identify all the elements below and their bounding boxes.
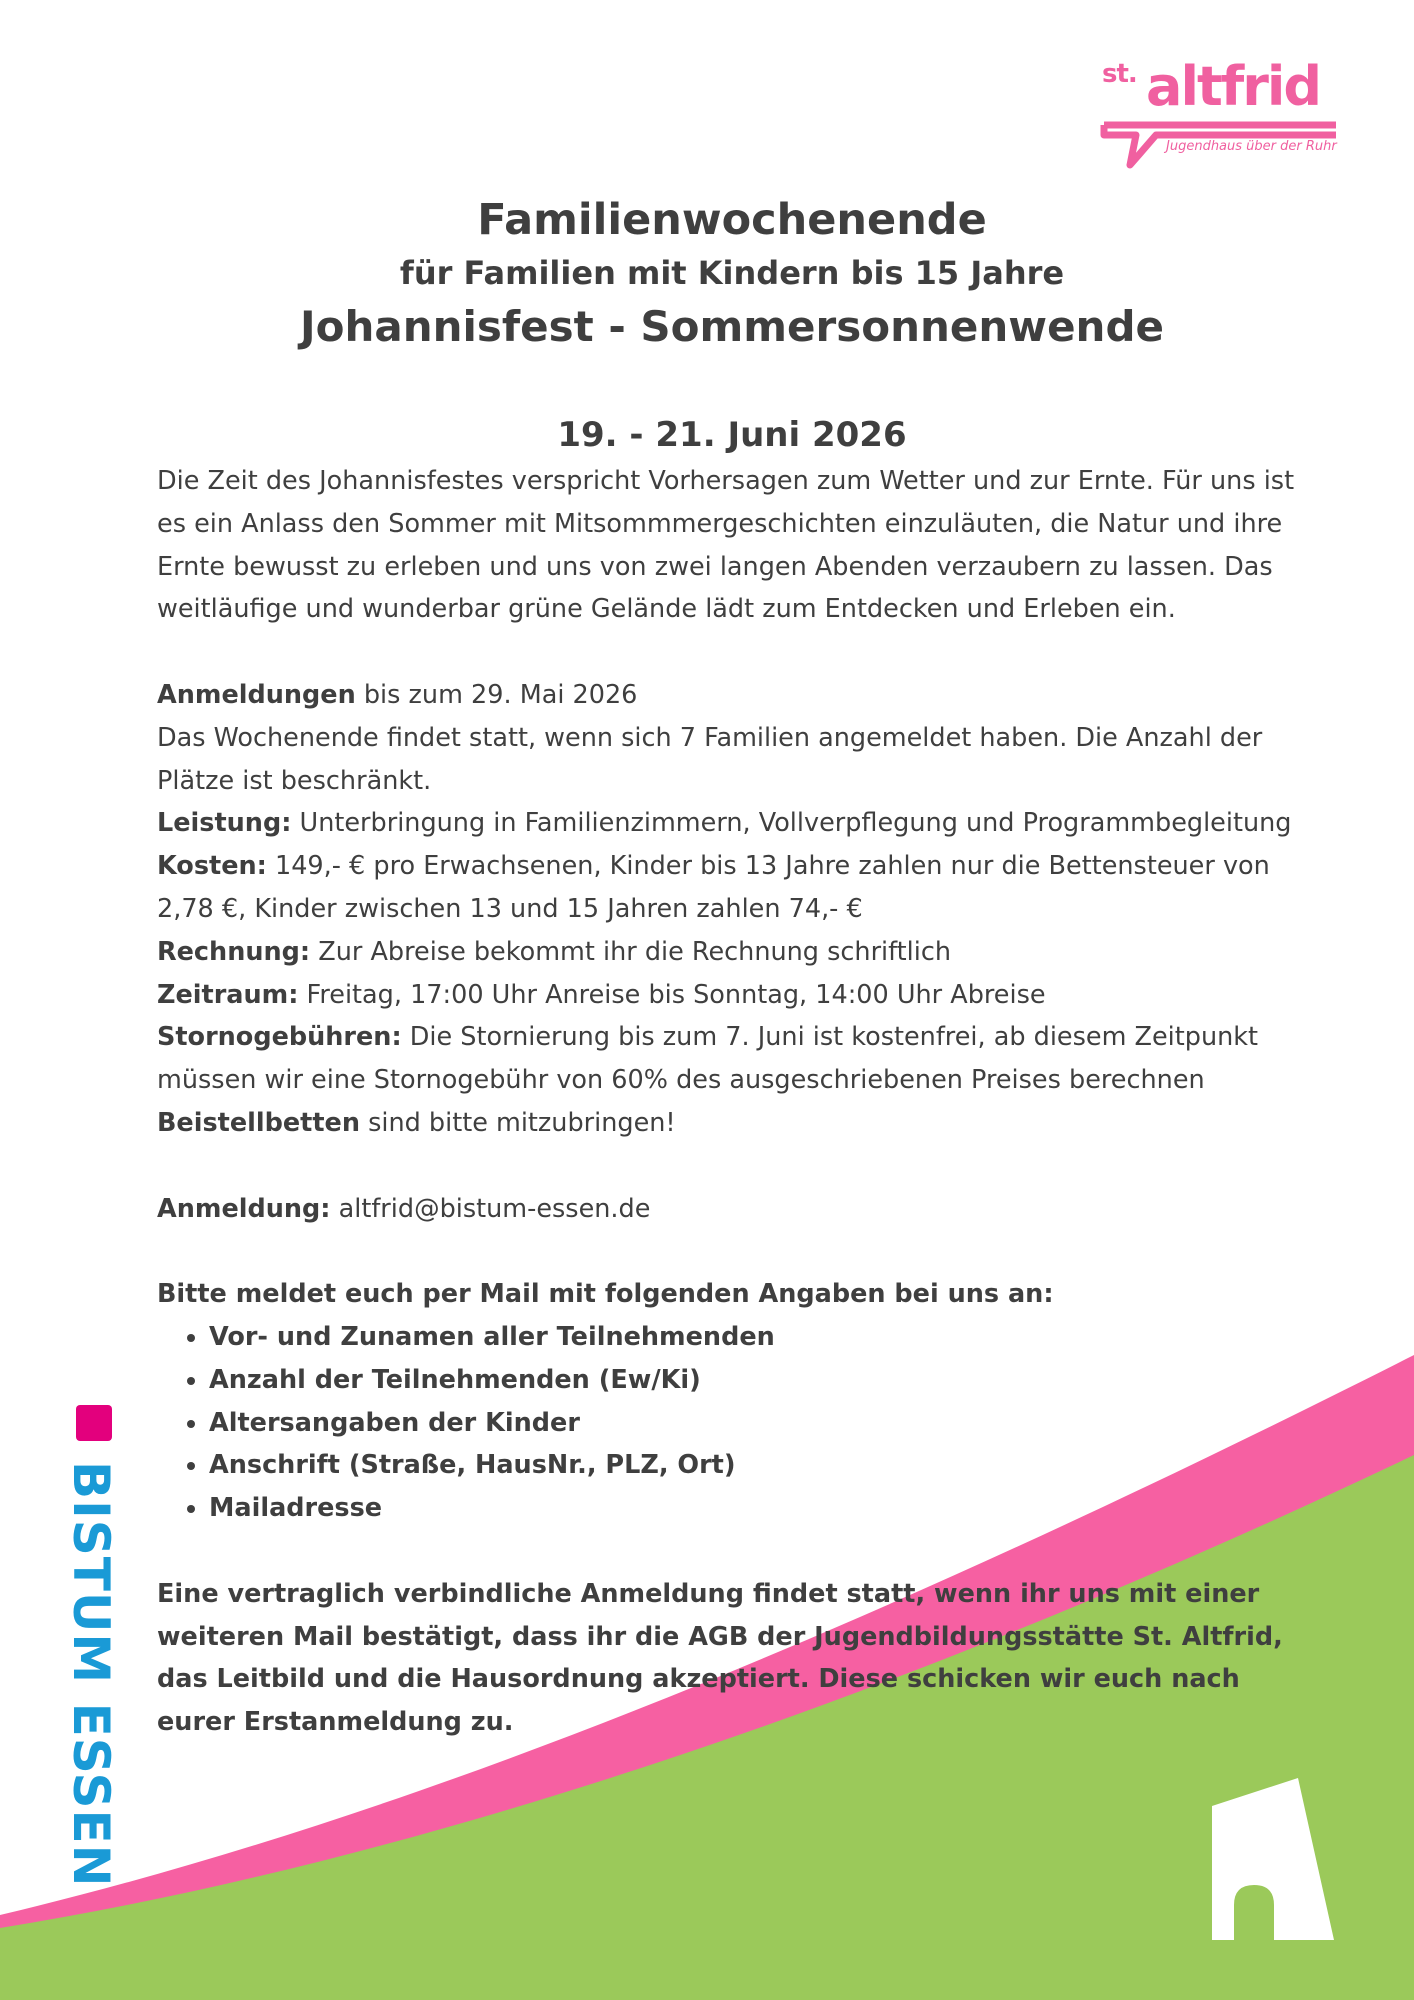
detail-label: Rechnung: bbox=[157, 936, 311, 967]
list-item: • Altersangaben der Kinder bbox=[209, 1402, 1307, 1445]
detail-label: Stornogebühren: bbox=[157, 1022, 402, 1053]
detail-text: Die Stornierung bis zum 7. Juni ist kostenfrei, ab diesem Zeitpunkt müssen wir eine Stornogebühr von 60% des ausgeschriebenen Preises berechnen bbox=[157, 1022, 1259, 1096]
detail-kosten bbox=[157, 845, 1307, 931]
list-item: • Anzahl der Teilnehmenden (Ew/Ki) bbox=[209, 1359, 1307, 1402]
brand-square-icon bbox=[76, 1405, 112, 1441]
registration-deadline bbox=[157, 674, 1307, 717]
detail-text: Freitag, 17:00 Uhr Anreise bis Sonntag, 14:00 Uhr Abreise bbox=[306, 979, 1046, 1010]
contact-email-link[interactable]: altfrid@bistum-essen.de bbox=[338, 1193, 651, 1224]
request-intro: Bitte meldet euch per Mail mit folgenden Angaben bei uns an: bbox=[157, 1279, 1054, 1310]
logo-name: altfrid bbox=[1146, 55, 1321, 118]
bistum-essen-brand bbox=[62, 1405, 120, 1888]
event-title: Johannisfest - Sommersonnenwende bbox=[299, 302, 1165, 351]
closing-text: Eine vertraglich verbindliche Anmeldung findet statt, wenn ihr uns mit einer weiteren Mail bestätigt, dass ihr die AGB der Jugendbildungsstätte St. Altfrid, das Leitbild und die Hausordnung akzeptiert. Diese schicken wir euch nach eurer Erstanmeldung zu. bbox=[157, 1578, 1283, 1738]
detail-leistung bbox=[157, 802, 1307, 845]
brand-wordmark: BISTUM ESSEN bbox=[62, 1461, 120, 1888]
detail-label: Kosten: bbox=[157, 851, 267, 882]
audience-subtitle: für Familien mit Kindern bis 15 Jahre bbox=[399, 254, 1065, 292]
list-item: • Vor- und Zunamen aller Teilnehmenden bbox=[209, 1316, 1307, 1359]
beds-text: sind bitte mitzubringen! bbox=[368, 1107, 676, 1138]
detail-label: Leistung: bbox=[157, 808, 292, 839]
event-date: 19. - 21. Juni 2026 bbox=[557, 415, 907, 455]
logo-tagline: Jugendhaus über der Ruhr bbox=[1166, 139, 1337, 154]
list-item: • Mailadresse bbox=[209, 1487, 1307, 1530]
detail-label: Zeitraum: bbox=[157, 979, 299, 1010]
contact-label: Anmeldung: bbox=[157, 1193, 331, 1224]
detail-text: 149,- € pro Erwachsenen, Kinder bis 13 Jahre zahlen nur die Bettensteuer von 2,78 €, Kinder zwischen 13 und 15 Jahren zahlen 74,- € bbox=[157, 851, 1270, 924]
intro-text: Die Zeit des Johannisfestes verspricht Vorhersagen zum Wetter und zur Ernte. Für uns ist es ein Anlass den Sommer mit Mitsommmergeschichten einzuläuten, die Natur und ihre Ernte bewusst zu erleben und uns von zwei langen Abenden verzaubern zu lassen. Das weitläufige und wunderbar grüne Gelände lädt zum Entdecken und Erleben ein. bbox=[157, 466, 1295, 625]
list-item: • Anschrift (Straße, HausNr., PLZ, Ort) bbox=[209, 1444, 1307, 1487]
logo-prefix: st. bbox=[1102, 59, 1137, 89]
flyer-content bbox=[157, 190, 1307, 1744]
request-list bbox=[157, 1316, 1307, 1530]
detail-stornogebuehren bbox=[157, 1016, 1307, 1102]
page-title: Familienwochenende bbox=[477, 195, 987, 245]
detail-zeitraum bbox=[157, 974, 1307, 1017]
registration-deadline-text: bis zum 29. Mai 2026 bbox=[363, 679, 638, 710]
registration-label: Anmeldungen bbox=[157, 679, 356, 710]
beds-label: Beistellbetten bbox=[157, 1107, 360, 1138]
registration-note: Das Wochenende findet statt, wenn sich 7 Familien angemeldet haben. Die Anzahl der Plätze ist beschränkt. bbox=[157, 722, 1263, 796]
beds-note bbox=[157, 1102, 1307, 1145]
detail-rechnung bbox=[157, 931, 1307, 974]
altfrid-logo bbox=[1100, 55, 1340, 170]
contact-line bbox=[157, 1188, 1307, 1231]
detail-text: Zur Abreise bekommt ihr die Rechnung schriftlich bbox=[318, 936, 952, 967]
detail-text: Unterbringung in Familienzimmern, Vollverpflegung und Programmbegleitung bbox=[299, 808, 1292, 839]
